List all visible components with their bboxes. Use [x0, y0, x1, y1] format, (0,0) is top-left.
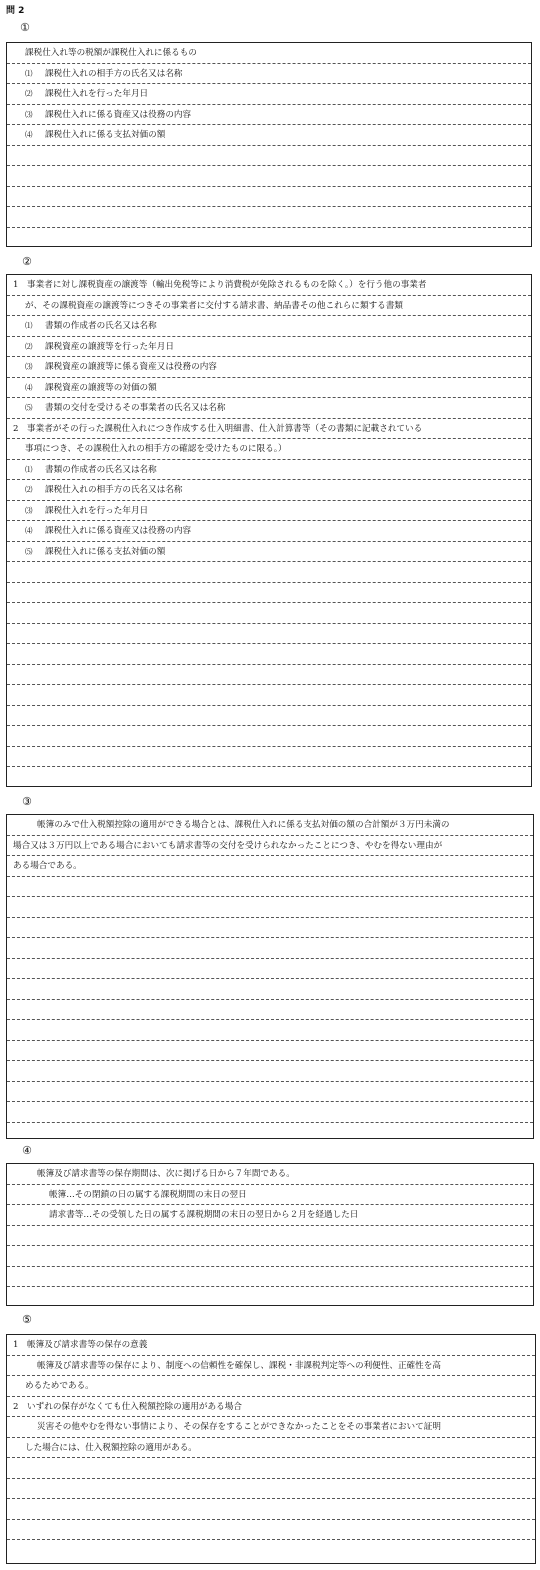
section-4-label: ④: [22, 1144, 32, 1157]
blank-answer-line: [7, 228, 531, 249]
blank-answer-line: [7, 706, 531, 727]
answer-line: 帳簿及び請求書等の保存期間は、次に掲げる日から７年間である。: [7, 1164, 533, 1185]
answer-box-5: [6, 1334, 536, 1564]
answer-line: 1 事業者に対し課税資産の譲渡等（輸出免税等により消費税が免除されるものを除く。）を行う他の事業者: [7, 275, 531, 296]
blank-answer-line: [7, 1540, 535, 1561]
blank-answer-line: [7, 1123, 533, 1144]
answer-box-3: [6, 814, 534, 1139]
answer-line: ⑷ 課税仕入れに係る支払対価の額: [7, 125, 531, 146]
answer-line: ⑷ 課税仕入れに係る資産又は役務の内容: [7, 521, 531, 542]
answer-line: 場合又は３万円以上である場合においても請求書等の交付を受けられなかったことにつき、やむを得ない理由が: [7, 836, 533, 857]
blank-answer-line: [7, 1499, 535, 1520]
answer-line: 災害その他やむを得ない事情により、その保存をすることができなかったことをその事業者において証明: [7, 1417, 535, 1438]
blank-answer-line: [7, 1020, 533, 1041]
answer-line: ⑵ 課税資産の譲渡等を行った年月日: [7, 337, 531, 358]
answer-line: ⑴ 書類の作成者の氏名又は名称: [7, 316, 531, 337]
blank-answer-line: [7, 1267, 533, 1288]
blank-answer-line: [7, 1458, 535, 1479]
answer-line: ある場合である。: [7, 856, 533, 877]
section-5-label: ⑤: [22, 1313, 32, 1326]
blank-answer-line: [7, 1520, 535, 1541]
blank-answer-line: [7, 897, 533, 918]
blank-answer-line: [7, 603, 531, 624]
answer-line: ⑴ 課税仕入れの相手方の氏名又は名称: [7, 64, 531, 85]
blank-answer-line: [7, 583, 531, 604]
blank-answer-line: [7, 1000, 533, 1021]
answer-line: 帳簿及び請求書等の保存により、制度への信頼性を確保し、課税・非課税判定等への利便性、正確性を高: [7, 1356, 535, 1377]
answer-line: ⑵ 課税仕入れを行った年月日: [7, 84, 531, 105]
blank-answer-line: [7, 1226, 533, 1247]
answer-line: ⑷ 課税資産の譲渡等の対価の額: [7, 378, 531, 399]
blank-answer-line: [7, 1479, 535, 1500]
blank-answer-line: [7, 207, 531, 228]
answer-line: 1 帳簿及び請求書等の保存の意義: [7, 1335, 535, 1356]
answer-box-1: [6, 42, 532, 247]
answer-line: 課税仕入れ等の税額が課税仕入れに係るもの: [7, 43, 531, 64]
blank-answer-line: [7, 187, 531, 208]
blank-answer-line: [7, 979, 533, 1000]
blank-answer-line: [7, 1041, 533, 1062]
blank-answer-line: [7, 685, 531, 706]
blank-answer-line: [7, 1246, 533, 1267]
answer-line: ⑴ 書類の作成者の氏名又は名称: [7, 460, 531, 481]
blank-answer-line: [7, 726, 531, 747]
answer-line: ⑶ 課税資産の譲渡等に係る資産又は役務の内容: [7, 357, 531, 378]
answer-box-2: [6, 274, 532, 787]
blank-answer-line: [7, 146, 531, 167]
answer-line: 帳簿…その閉鎖の日の属する課税期間の末日の翌日: [7, 1185, 533, 1206]
blank-answer-line: [7, 918, 533, 939]
section-3-label: ③: [22, 795, 32, 808]
blank-answer-line: [7, 1102, 533, 1123]
answer-box-4: [6, 1163, 534, 1306]
section-2-label: ②: [22, 255, 32, 268]
answer-line: した場合には、仕入税額控除の適用がある。: [7, 1438, 535, 1459]
blank-answer-line: [7, 1287, 533, 1308]
answer-line: 請求書等…その受領した日の属する課税期間の末日の翌日から２月を経過した日: [7, 1205, 533, 1226]
blank-answer-line: [7, 938, 533, 959]
answer-line: 帳簿のみで仕入税額控除の適用ができる場合とは、課税仕入れに係る支払対価の額の合計額が３万円未満の: [7, 815, 533, 836]
blank-answer-line: [7, 1082, 533, 1103]
blank-answer-line: [7, 1061, 533, 1082]
blank-answer-line: [7, 877, 533, 898]
answer-line: めるためである。: [7, 1376, 535, 1397]
question-title: 問 2: [6, 6, 25, 16]
blank-answer-line: [7, 562, 531, 583]
blank-answer-line: [7, 665, 531, 686]
blank-answer-line: [7, 767, 531, 788]
answer-line: 2 事業者がその行った課税仕入れにつき作成する仕入明細書、仕入計算書等（その書類に記載されている: [7, 419, 531, 440]
answer-line: ⑶ 課税仕入れに係る資産又は役務の内容: [7, 105, 531, 126]
answer-line: ⑶ 課税仕入れを行った年月日: [7, 501, 531, 522]
answer-line: ⑸ 書類の交付を受けるその事業者の氏名又は名称: [7, 398, 531, 419]
answer-line: ⑸ 課税仕入れに係る支払対価の額: [7, 542, 531, 563]
section-1-label: ①: [20, 21, 30, 34]
blank-answer-line: [7, 747, 531, 768]
answer-line: ⑵ 課税仕入れの相手方の氏名又は名称: [7, 480, 531, 501]
blank-answer-line: [7, 959, 533, 980]
blank-answer-line: [7, 644, 531, 665]
blank-answer-line: [7, 624, 531, 645]
answer-line: 2 いずれの保存がなくても仕入税額控除の適用がある場合: [7, 1397, 535, 1418]
blank-answer-line: [7, 166, 531, 187]
answer-line: が、その課税資産の譲渡等につきその事業者に交付する請求書、納品書その他これらに類する書類: [7, 296, 531, 317]
answer-line: 事項につき、その課税仕入れの相手方の確認を受けたものに限る。）: [7, 439, 531, 460]
